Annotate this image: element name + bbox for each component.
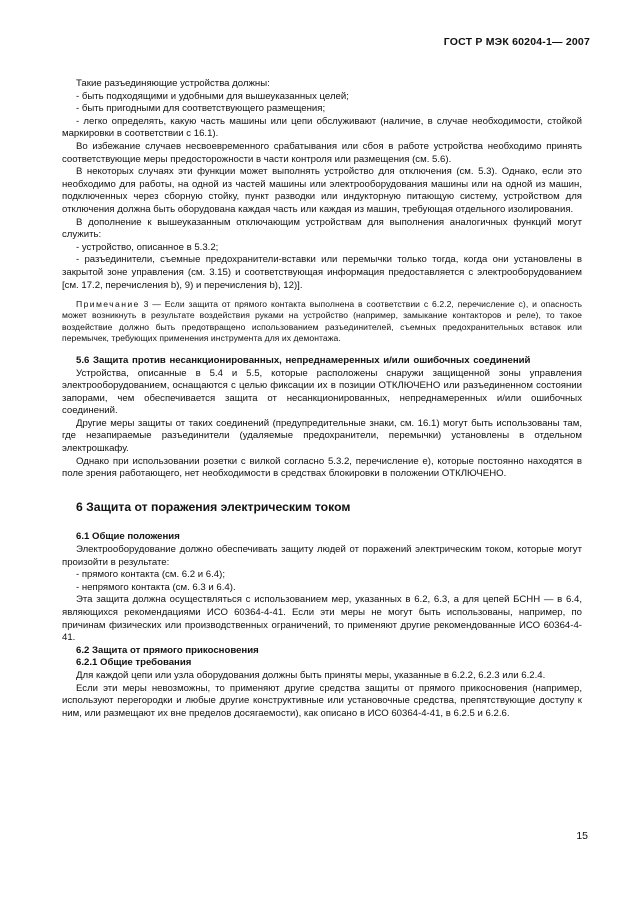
paragraph: Если эти меры невозможны, то применяют другие средства защиты от прямого прикосновения (например, используют перегородки и любые другие конструктивные или установочные средства, препятствующие доступу к ним, или размещают их вне пределов досягаемости), как описано в ИСО 60364-4-41, в 6.2.5 и 6.2.6. [62, 682, 582, 719]
paragraph: Электрооборудование должно обеспечивать защиту людей от поражений электрическим током, которые могут произойти в результате: [62, 544, 582, 568]
subsection-heading-6-1: 6.1 Общие положения [76, 531, 180, 543]
paragraph: Эта защита должна осуществляться с использованием мер, указанных в 6.2, 6.3, а для цепей БСНН — в 6.4, являющихся рекомендациями ИСО 60364-4-41. Если эти меры не могут быть использованы, например, по причинам физических или производственных ограничений, то применяют другие рекомендованные ИСО 60364-4-41. [62, 594, 582, 644]
list-item: - легко определять, какую часть машины или цепи обслуживают (наличие, в случае необходимости, стойкой маркировки в соответствии с 16.1). [62, 115, 582, 140]
subsection-heading-6-2: 6.2 Защита от прямого прикосновения [76, 644, 259, 656]
list-item: - устройство, описанное в 5.3.2; [76, 241, 219, 253]
paragraph: Другие меры защиты от таких соединений (предупредительные знаки, см. 16.1) могут быть использованы там, где незапираемые разъединители (удаляемые предохранители, перемычки) установлены в отдельном электрошкафу. [62, 417, 582, 455]
subsection-heading-6-2-1: 6.2.1 Общие требования [76, 657, 192, 669]
note-text: 3 — Если защита от прямого контакта выполнена в соответствии с 6.2.2, перечисление с), и опасность может возникнуть в результате воздействия руками на устройство (например, замыкание контакторов и реле), то такое воздействие должно быть предотвращено использованием разъединителей, съемных предохранительных вставок или перемычек, требующих применения инструмента для их демонтажа. [62, 299, 582, 343]
note [62, 299, 582, 344]
paragraph: В дополнение к вышеуказанным отключающим устройствам для выполнения аналогичных функций могут служить: [62, 216, 582, 241]
list-item: - быть подходящими и удобными для вышеуказанных целей; [76, 90, 349, 102]
list-item: - разъединители, съемные предохранители-вставки или перемычки только тогда, когда они установлены в закрытой зоне управления (см. 3.15) и соответствующая информация предоставляется с электрооборудованием [см. 17.2, перечисления b), 9) и перечисления b), 12)]. [62, 254, 582, 291]
paragraph: Устройства, описанные в 5.4 и 5.5, которые расположены снаружи защищенной зоны управления электрооборудованием, оснащаются с целью фиксации их в позиции ОТКЛЮЧЕНО или разъединенном состоянии запорами, чем обеспечивается защита от несанкционированных, непреднамеренных и/или ошибочных соединений. [62, 367, 582, 417]
list-item: - прямого контакта (см. 6.2 и 6.4); [76, 569, 225, 581]
list-item: - непрямого контакта (см. 6.3 и 6.4). [76, 581, 236, 593]
note-label: Примечание [76, 299, 140, 310]
page-body [62, 78, 582, 720]
page-number: 15 [576, 830, 588, 842]
paragraph: Такие разъединяющие устройства должны: [76, 78, 270, 89]
paragraph: Однако при использовании розетки с вилкой согласно 5.3.2, перечисление е), которые постоянно находятся в поле зрения работающего, нет необходимости в средствах блокировки в положении ОТКЛЮЧЕНО. [62, 455, 582, 480]
list-item: - быть пригодными для соответствующего размещения; [76, 103, 326, 115]
standard-header: ГОСТ Р МЭК 60204-1— 2007 [443, 36, 590, 48]
section-heading-5-6: 5.6 Защита против несанкционированных, непреднамеренных и/или ошибочных соединений [76, 354, 531, 366]
paragraph: Во избежание случаев несвоевременного срабатывания или сбоя в работе устройства необходимо принять соответствующие меры предосторожности в части контроля или размещения (см. 5.6). [62, 140, 582, 165]
paragraph: В некоторых случаях эти функции может выполнять устройство для отключения (см. 5.3). Однако, если это необходимо для работы, на одной из частей машины или электрооборудования машины или на одной из машин, подключенных через сборную стойку, пункт разводки или индукторную питающую систему, устройством для отключения должна быть оборудована каждая часть или каждая из машин, требующая отдельного изолирования. [62, 166, 582, 215]
section-heading-6: 6 Защита от поражения электрическим током [76, 499, 351, 514]
paragraph: Для каждой цепи или узла оборудования должны быть приняты меры, указанные в 6.2.2, 6.2.3 или 6.2.4. [76, 669, 546, 681]
